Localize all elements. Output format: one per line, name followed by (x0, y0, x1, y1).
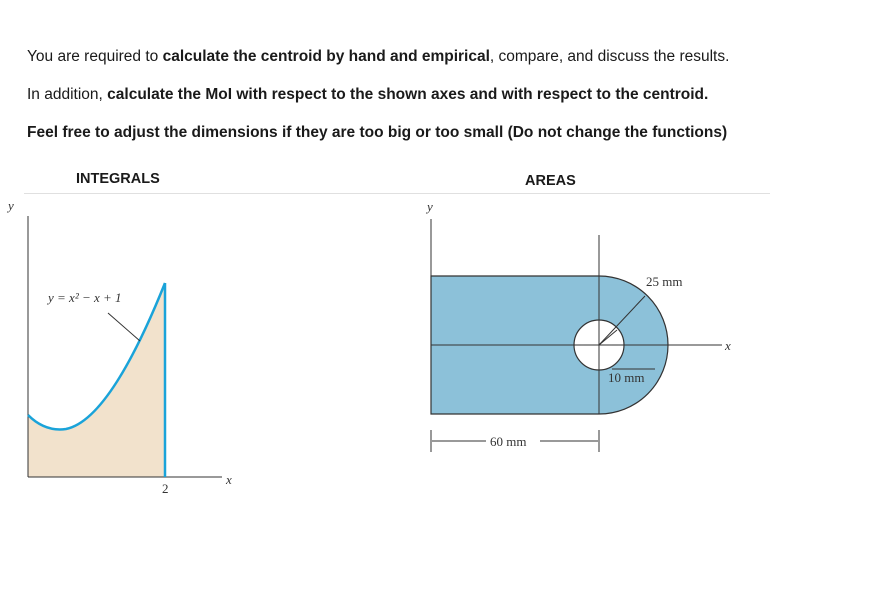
instruction-line-1 (27, 48, 729, 66)
x-tick-label: 2 (162, 481, 169, 496)
width-label: 60 mm (490, 434, 527, 449)
integrals-heading: INTEGRALS (76, 171, 160, 187)
divider (24, 193, 770, 194)
y-axis-label: y (8, 198, 14, 213)
label-leader-line (108, 313, 140, 341)
hole-label: 10 mm (608, 370, 645, 385)
area-under-curve (28, 283, 165, 477)
integral-figure (0, 195, 260, 505)
areas-heading: AREAS (525, 173, 576, 189)
instruction-line-2 (27, 86, 708, 104)
instruction-bold: Feel free to adjust the dimensions if they are too big or too small (Do not change the functions) (27, 124, 728, 141)
function-label: y = x² − x + 1 (48, 290, 122, 305)
y-axis-label: y (427, 199, 433, 214)
instruction-text: You are required to (27, 48, 163, 65)
instruction-bold: calculate the centroid by hand and empirical (162, 48, 490, 65)
radius-label: 25 mm (646, 274, 683, 289)
instruction-text: In addition, (27, 86, 108, 103)
instruction-line-3 (27, 124, 727, 142)
instruction-text: , compare, and discuss the results. (489, 48, 730, 65)
x-axis-label: x (226, 472, 232, 487)
area-figure (400, 195, 760, 460)
x-axis-label: x (725, 338, 731, 353)
instruction-bold: calculate the MoI with respect to the shown axes and with respect to the centroid. (107, 86, 709, 103)
